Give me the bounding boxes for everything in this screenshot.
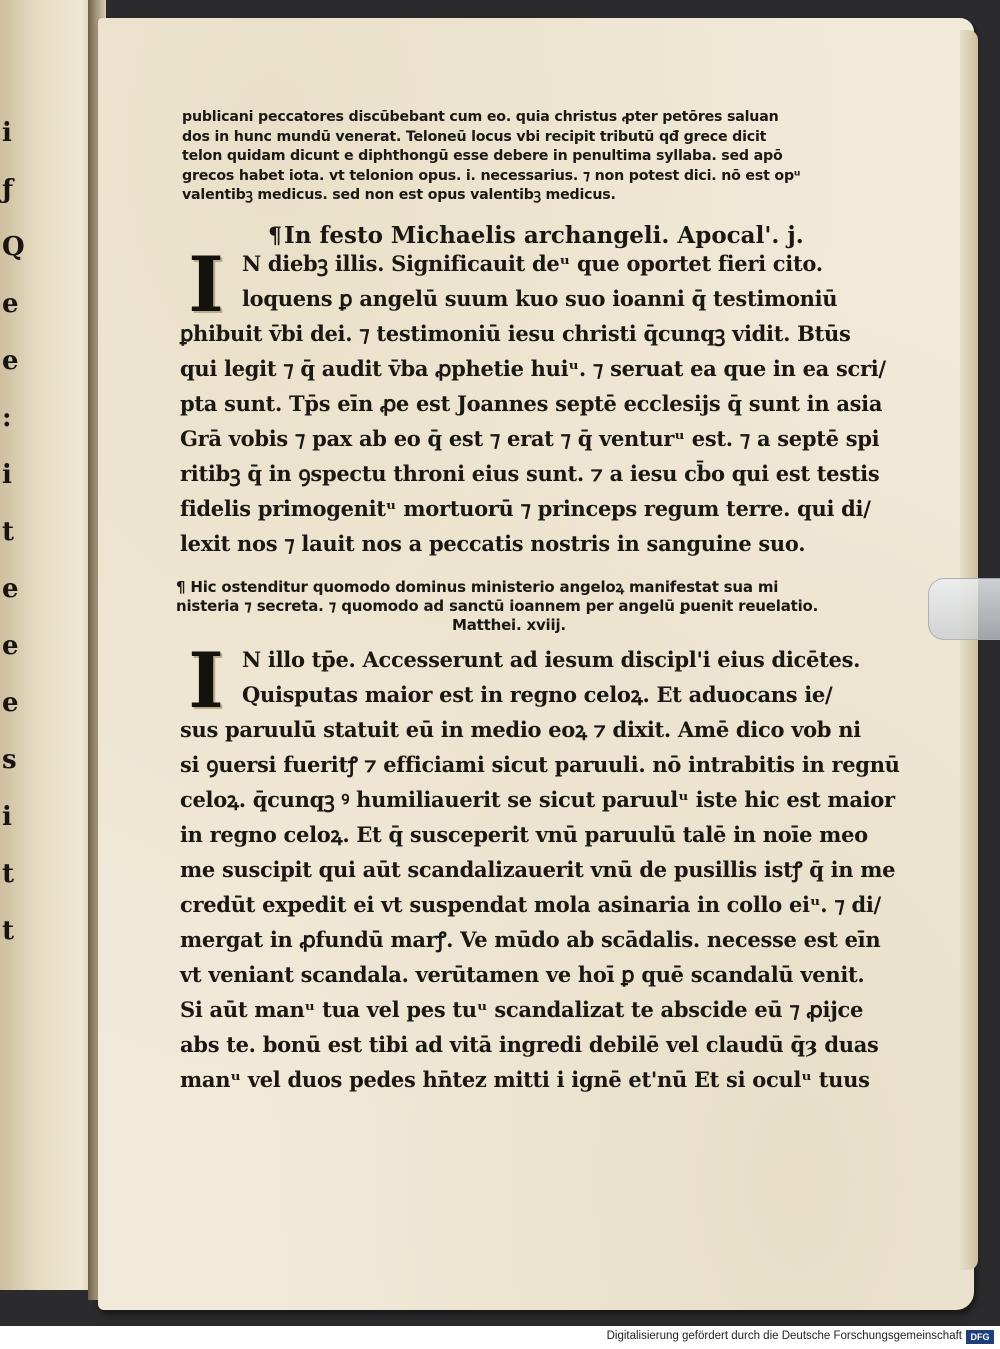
text-line: abs te. bonū est tibi ad vitā ingredi debilē vel claudū q̄ȝ duas xyxy=(180,1032,879,1057)
left-page-fragment: Q xyxy=(2,232,25,262)
text-line: si ꝯuersi fueritꝭ ⁊ efficiami sicut paruuli. nō intrabitis in regnū xyxy=(180,752,900,777)
footer-credit: Digitalisierung gefördert durch die Deutsche Forschungsgemeinschaft xyxy=(606,1330,962,1342)
commentary-note xyxy=(176,578,819,635)
left-page-fragment: e xyxy=(2,688,19,718)
text-line: me suscipit qui aūt scandalizauerit vnū de pusillis istꝭ q̄ in me xyxy=(180,857,896,882)
left-page-fragment: t xyxy=(2,517,15,547)
text-line: N illo tp̄e. Accesserunt ad iesum discipl'i eius dicētes. xyxy=(242,647,861,672)
section-heading xyxy=(268,222,804,249)
text-line: in regno celoꝝ. Et q̄ susceperit vnū paruulū talē in noīe meo xyxy=(180,822,868,847)
commentary-line: telon quidam dicunt e diphthongū esse debere in penultima syllaba. sed apō xyxy=(182,148,783,165)
text-line: Quisputas maior est in regno celoꝝ. Et aduocans ie/ xyxy=(242,682,833,707)
heading-text: In festo Michaelis archangeli. Apocal'. j. xyxy=(284,222,804,249)
commentary-line: publicani peccatores discūbebant cum eo. quia christus ꝓter petōres saluan xyxy=(182,109,779,125)
left-page-fragment: i xyxy=(2,460,12,490)
left-page-fragment: e xyxy=(2,346,19,376)
text-line: vt veniant scandala. verūtamen ve hoī ꝑ quē scandalū venit. xyxy=(180,962,865,987)
text-line: N diebꝫ illis. Significauit deᵘ que oportet fieri cito. xyxy=(242,251,823,276)
page-fore-edge xyxy=(960,30,978,1270)
commentary-line: grecos habet iota. vt telonion opus. i. necessarius. ⁊ non potest dici. nō est opᵘ xyxy=(182,167,801,184)
left-page-fragment: t xyxy=(2,916,15,946)
reading-one xyxy=(180,240,886,561)
text-line: Grā vobis ⁊ pax ab eo q̄ est ⁊ erat ⁊ q̄ venturᵘ est. ⁊ a septē spi xyxy=(180,426,880,451)
text-line: loquens ꝑ angelū suum kuo suo ioanni q̄ testimoniū xyxy=(242,286,838,311)
text-line: ꝑhibuit v̄bi dei. ⁊ testimoniū iesu christi q̄cunqꝫ vidit. Btūs xyxy=(180,321,851,346)
commentary-line: dos in hunc mundū venerat. Teloneū locus vbi recipit tributū qđ grece dicit xyxy=(182,128,767,145)
left-page-fragment: i xyxy=(2,118,12,148)
text-line: sus paruulū statuit eū in medio eoꝝ ⁊ dixit. Amē dico vob ni xyxy=(180,717,861,742)
text-line: credūt expedit ei vt suspendat mola asinaria in collo eiᵘ. ⁊ di/ xyxy=(180,892,881,917)
text-line: fidelis primogenitᵘ mortuorū ⁊ princeps regum terre. qui di/ xyxy=(180,496,871,521)
initial-letter: I xyxy=(188,636,224,725)
text-line: pta sunt. Tp̄s eīn ꝓe est Joannes septē ecclesijs q̄ sunt in asia xyxy=(180,391,883,416)
left-page-fragment: : xyxy=(2,403,12,433)
left-page-fragment: e xyxy=(2,289,19,319)
note-line: ¶ Hic ostenditur quomodo dominus ministerio angeloꝝ manifestat sua mi xyxy=(176,578,779,596)
top-commentary xyxy=(182,108,807,206)
note-line: Matthei. xviij. xyxy=(452,616,566,634)
note-line: nisteria ⁊ secreta. ⁊ quomodo ad sanctū ioannem per angelū ꝑuenit reuelatio. xyxy=(176,597,819,615)
left-page-fragment: e xyxy=(2,574,19,604)
text-line: qui legit ⁊ q̄ audit v̄ba ꝓphetie huiᵘ. ⁊ seruat ea que in ea scri/ xyxy=(180,356,886,381)
text-line: lexit nos ⁊ lauit nos a peccatis nostris in sanguine suo. xyxy=(180,531,806,556)
left-page-fragment: s xyxy=(2,745,17,775)
commentary-line: valentibꝫ medicus. sed non est opus valentibꝫ medicus. xyxy=(182,187,616,204)
text-line: ritibꝫ q̄ in ꝯspectu throni eius sunt. ⁊ a iesu cb̄o qui est testis xyxy=(180,461,880,486)
reading-two xyxy=(180,636,900,1097)
left-page-fragment: t xyxy=(2,859,15,889)
page-clip-tab xyxy=(928,578,1000,640)
pilcrow-mark: ¶ xyxy=(268,223,282,249)
left-page-fragment: i xyxy=(2,802,12,832)
left-page-fragment: e xyxy=(2,631,19,661)
initial-letter: I xyxy=(188,240,224,329)
text-line: Si aūt manᵘ tua vel pes tuᵘ scandalizat te abscide eū ⁊ ꝓijce xyxy=(180,997,864,1022)
left-page-fragment: ƒ xyxy=(2,175,14,205)
dfg-logo: DFG xyxy=(966,1330,994,1344)
text-line: celoꝝ. q̄cunqꝫ ꝰ humiliauerit se sicut paruulᵘ iste hic est maior xyxy=(180,787,895,812)
left-page-edge xyxy=(0,0,97,1290)
text-line: mergat in ꝓfundū marꝭ. Ve mūdo ab scādalis. necesse est eīn xyxy=(180,927,881,952)
text-line: manᵘ vel duos pedes hn̄tez mitti i ignē et'nū Et si oculᵘ tuus xyxy=(180,1067,870,1092)
